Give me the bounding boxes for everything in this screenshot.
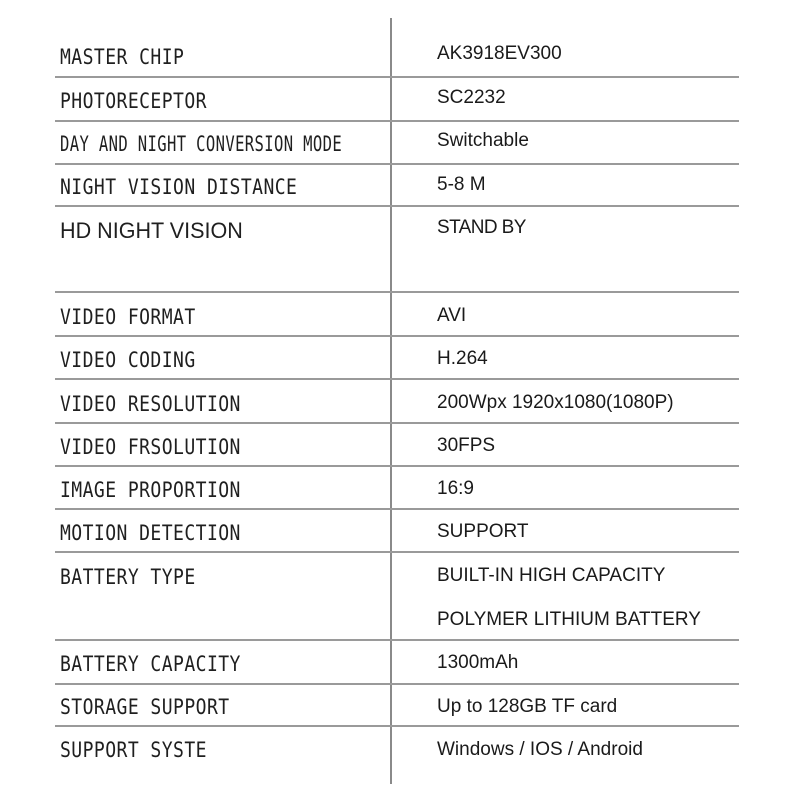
- spec-label-hd-night-vision: HD NIGHT VISION: [60, 218, 243, 243]
- row-divider: [55, 378, 739, 380]
- spec-label-video-coding: VIDEO CODING: [60, 348, 196, 372]
- spec-label-photoreceptor: PHOTORECEPTOR: [60, 89, 207, 113]
- spec-value-photoreceptor: SC2232: [437, 87, 506, 108]
- spec-value-motion-detection: SUPPORT: [437, 521, 529, 542]
- column-divider: [390, 18, 392, 784]
- row-divider: [55, 508, 739, 510]
- spec-value-day-night-mode: Switchable: [437, 130, 529, 151]
- spec-label-master-chip: MASTER CHIP: [60, 45, 185, 69]
- row-divider: [55, 205, 739, 207]
- row-divider: [55, 335, 739, 337]
- spec-label-storage-support: STORAGE SUPPORT: [60, 695, 230, 719]
- spec-value-video-frsolution: 30FPS: [437, 435, 496, 456]
- spec-value-night-vision-distance: 5-8 M: [437, 174, 486, 195]
- row-divider: [55, 725, 739, 727]
- row-divider: [55, 683, 739, 685]
- row-divider: [55, 163, 739, 165]
- spec-value-master-chip: AK3918EV300: [437, 43, 562, 64]
- row-divider: [55, 120, 739, 122]
- spec-label-battery-capacity: BATTERY CAPACITY: [60, 652, 241, 676]
- spec-value-battery-type-line1: BUILT-IN HIGH CAPACITY: [437, 565, 666, 586]
- spec-value-hd-night-vision: STAND BY: [437, 217, 526, 238]
- spec-value-video-coding: H.264: [437, 348, 488, 369]
- spec-label-support-system: SUPPORT SYSTE: [60, 738, 207, 762]
- spec-label-motion-detection: MOTION DETECTION: [60, 521, 241, 545]
- row-divider: [55, 291, 739, 293]
- spec-value-image-proportion: 16:9: [437, 478, 474, 499]
- spec-label-video-frsolution: VIDEO FRSOLUTION: [60, 435, 241, 459]
- row-divider: [55, 639, 739, 641]
- spec-label-image-proportion: IMAGE PROPORTION: [60, 478, 241, 502]
- spec-label-battery-type: BATTERY TYPE: [60, 565, 196, 589]
- spec-value-battery-type-line2: POLYMER LITHIUM BATTERY: [437, 609, 701, 630]
- row-divider: [55, 465, 739, 467]
- spec-value-video-format: AVI: [437, 305, 467, 326]
- spec-label-day-night-mode: DAY AND NIGHT CONVERSION MODE: [60, 132, 343, 156]
- spec-value-video-resolution: 200Wpx 1920x1080(1080P): [437, 392, 674, 413]
- row-divider: [55, 76, 739, 78]
- spec-value-support-system: Windows / IOS / Android: [437, 739, 643, 760]
- spec-value-battery-capacity: 1300mAh: [437, 652, 519, 673]
- spec-label-video-resolution: VIDEO RESOLUTION: [60, 392, 241, 416]
- spec-label-night-vision-distance: NIGHT VISION DISTANCE: [60, 175, 298, 199]
- row-divider: [55, 422, 739, 424]
- row-divider: [55, 551, 739, 553]
- spec-value-storage-support: Up to 128GB TF card: [437, 696, 618, 717]
- spec-label-video-format: VIDEO FORMAT: [60, 305, 196, 329]
